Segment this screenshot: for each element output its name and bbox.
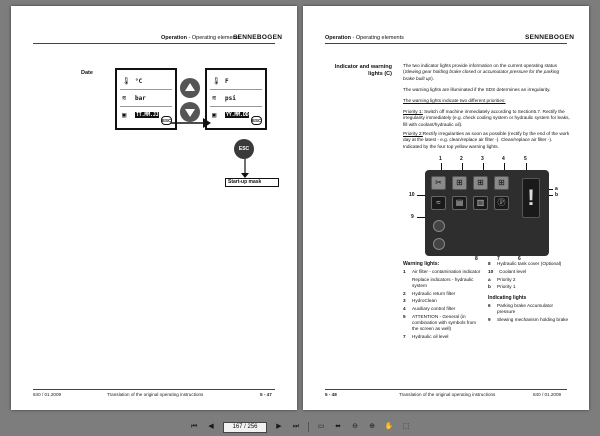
list-item: b Priority 1 <box>488 284 516 290</box>
zoom-in-icon[interactable]: ⊕ <box>369 423 375 430</box>
list-item: 8 Hydraulic tank cover (Optional) <box>488 261 562 266</box>
footer-page-number: 5 - 48 <box>325 392 337 397</box>
thermometer-icon: 🌡 <box>122 77 131 85</box>
list-item: 9 Slewing mechanism holding brake <box>488 317 569 323</box>
hand-tool-icon[interactable]: ✋ <box>384 423 394 430</box>
thermometer-icon: 🌡 <box>212 77 221 85</box>
zoom-out-icon[interactable]: ⊖ <box>352 423 358 430</box>
select-tool-icon[interactable]: ⬚ <box>402 423 410 430</box>
arrow-down-icon <box>241 159 249 179</box>
first-page-icon[interactable]: ⏮ <box>190 423 198 430</box>
hydroclean-lamp-icon: ⊞ <box>473 176 488 190</box>
header-rule <box>33 43 275 44</box>
attention-lamp-icon: ! <box>522 178 540 218</box>
lcd-esc-label: ESC <box>162 118 172 123</box>
other-lights-legend: 8 Hydraulic tank cover (Optional) 10 Coolant level a Priority 2 b Priority 1 Indicating lights 6 Parking brake Accumulator pressure 9 Slewing mechanism holding brake <box>488 261 569 323</box>
coolant-lamp-icon: ≈ <box>431 196 446 210</box>
prev-page-icon[interactable]: ◀ <box>208 423 214 430</box>
priority1-paragraph: Priority 1: Switch off machine immediately according to Section5.7. Rectify the irregularity immediately (e.g. check cooling system or hydraulic system for leaks, fill with coolant/hydraulic oil). <box>403 109 570 127</box>
viewer-toolbar <box>0 418 600 436</box>
warning-lights-legend: Warning lights: 1 Air filter - contamination indicator Replace indicators - hydraulic system 2 Hydraulic return filter 3 HydroClean 4 Auxiliary control filter 5 ATTENTION - General (in combination with symbols from the screen as well) 7 Hydraulic oil level <box>403 261 481 339</box>
section-title: Indicator and warning lights (C) <box>334 64 392 77</box>
brand-logo: SENNEBOGEN <box>233 34 283 41</box>
air-filter-lamp-icon: ✂ <box>431 176 446 190</box>
oil-level-lamp-icon: ▥ <box>473 196 488 210</box>
calendar-icon: ▣ <box>212 111 217 119</box>
footer-translation: Translation of the original operating instructions <box>399 392 496 397</box>
brand-logo: SENNEBOGEN <box>525 34 575 41</box>
aux-filter-lamp-icon: ⊞ <box>494 176 509 190</box>
priorities-heading: The warning lights indicate two different priorities: <box>403 98 506 103</box>
header-section: Operation - Operating elements <box>161 35 240 41</box>
sds-paragraph: The warning lights are illuminated if the SDS determines an irregularity. <box>403 87 551 92</box>
lcd-esc-label: ESC <box>252 118 262 123</box>
next-page-icon[interactable]: ▶ <box>276 423 282 430</box>
arrow-right-icon <box>171 116 211 130</box>
footer-doc-id: 840 / 01.2009 <box>33 392 62 397</box>
list-item: Replace indicators - hydraulic system <box>412 276 474 288</box>
pressure-icon: ≋ <box>122 94 127 102</box>
calendar-icon: ▣ <box>122 111 127 119</box>
page-header <box>11 6 297 46</box>
list-item: 6 Parking brake Accumulator pressure <box>488 303 554 315</box>
document-page-right <box>303 6 589 410</box>
list-item: 10 Coolant level <box>488 268 527 274</box>
last-page-icon[interactable]: ⏭ <box>292 423 300 430</box>
date-label: Date <box>81 70 93 76</box>
slewing-brake-lamp-icon <box>433 220 445 232</box>
dashboard-panel <box>425 170 549 256</box>
up-button-icon <box>180 78 200 98</box>
priority2-paragraph: Priority 2:Rectify irregularities as soon as possible (rectify by the end of the work day at the latest - e.g. clean/replace air filter -). Clean/replace air filter -). Indicated by the four top yellow warning lights. <box>403 131 570 149</box>
list-item: 1 Air filter - contamination indicator <box>403 269 481 274</box>
document-page-left <box>11 6 297 410</box>
list-item: a Priority 2 <box>488 276 516 282</box>
lcd-display-imperial: 🌡 F ≋ psi ▣ YY.MM.DD ESC <box>205 68 267 130</box>
footer-page-number: 5 - 47 <box>260 392 272 397</box>
intro-paragraph: The two indicator lights provide information on the current operating status (Slewing gear holding brake closed or accumulator pressure for the parking brake built up). <box>403 63 560 81</box>
footer-doc-id: 840 / 01.2009 <box>533 392 562 397</box>
list-item: 5 ATTENTION - General (in combination with symbols from the screen as well) <box>403 313 477 331</box>
parking-brake-lamp-icon: Ⓟ <box>494 196 509 210</box>
lcd-display-metric: 🌡 °C ≋ bar ▣ TT.MM.JJ ESC <box>115 68 177 130</box>
pressure-icon: ≋ <box>212 94 217 102</box>
esc-button-icon: ESC <box>234 139 254 159</box>
panel-knob-icon <box>433 238 445 250</box>
page-header <box>303 6 589 46</box>
tank-cover-lamp-icon: ▤ <box>452 196 467 210</box>
footer-translation: Translation of the original operating instructions <box>107 392 204 397</box>
list-item: 7 Hydraulic oil level <box>403 333 449 339</box>
startup-mask-label: Start-up mask <box>225 178 279 187</box>
indicator-panel-figure: 1 2 3 4 5 a b 10 9 ✂ ⊞ ⊞ ⊞ ! ≈ ▤ ▥ Ⓟ 8 7 6 <box>409 156 559 262</box>
list-item: 4 Auxiliary control filter <box>403 306 456 312</box>
return-filter-lamp-icon: ⊞ <box>452 176 467 190</box>
header-section: Operation - Operating elements <box>325 35 404 41</box>
list-item: 2 Hydraulic return filter <box>403 290 456 296</box>
fit-width-icon[interactable]: ⬌ <box>335 423 341 430</box>
list-item: 3 HydroClean <box>403 298 437 304</box>
page-number-field[interactable]: 167 / 256 <box>223 422 267 433</box>
fit-page-icon[interactable]: ▭ <box>317 423 325 430</box>
